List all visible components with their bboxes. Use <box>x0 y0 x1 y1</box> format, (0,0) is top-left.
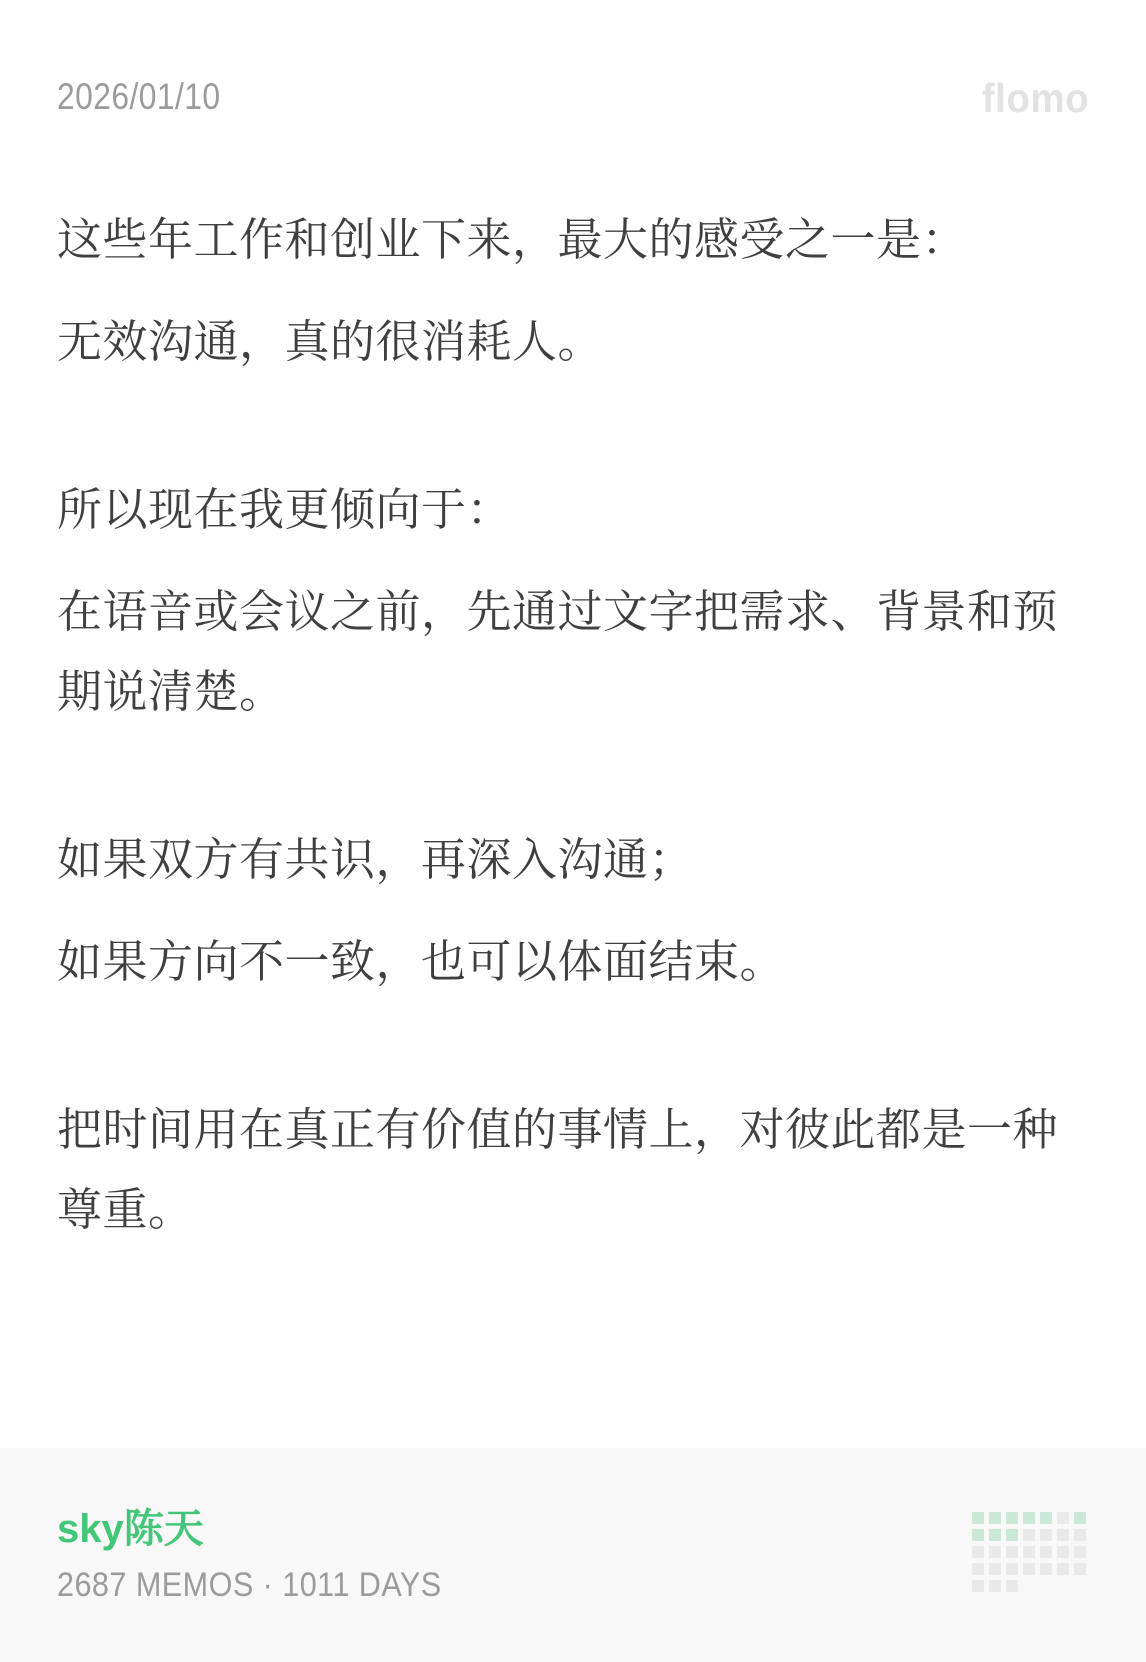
activity-cell-day-12 <box>1040 1529 1052 1541</box>
activity-cell-day-6 <box>1057 1512 1069 1524</box>
activity-cell-day-11 <box>1023 1529 1035 1541</box>
activity-cell-day-25 <box>1023 1563 1035 1575</box>
memo-paragraph: 如果方向不一致，也可以体面结束。 <box>57 936 786 987</box>
card-header <box>0 0 1146 120</box>
memo-paragraph-group <box>57 1090 1091 1250</box>
activity-cell-day-13 <box>1057 1529 1069 1541</box>
card-footer <box>0 1448 1146 1662</box>
activity-cell-day-21 <box>1074 1546 1086 1558</box>
activity-cell-day-31 <box>1006 1580 1018 1592</box>
activity-cell-day-19 <box>1040 1546 1052 1558</box>
author-stats: 2687 MEMOS · 1011 DAYS <box>57 1566 442 1604</box>
memo-paragraph: 把时间用在真正有价值的事情上，对彼此都是一种尊重。 <box>57 1104 1059 1235</box>
activity-cell-day-30 <box>989 1580 1001 1592</box>
footer-author-block <box>57 1506 484 1604</box>
activity-cell-day-24 <box>1006 1563 1018 1575</box>
activity-cell-day-16 <box>989 1546 1001 1558</box>
activity-cell-day-9 <box>989 1529 1001 1541</box>
activity-cell-day-15 <box>972 1546 984 1558</box>
activity-cell-day-4 <box>1023 1512 1035 1524</box>
activity-cell-day-20 <box>1057 1546 1069 1558</box>
activity-cell-day-10 <box>1006 1529 1018 1541</box>
activity-cell-day-27 <box>1057 1563 1069 1575</box>
memo-paragraph: 在语音或会议之前，先通过文字把需求、背景和预期说清楚。 <box>57 586 1059 717</box>
memo-body <box>0 120 1146 1272</box>
flomo-logo: flomo <box>981 75 1089 121</box>
activity-cell-day-2 <box>989 1512 1001 1524</box>
activity-cell-day-3 <box>1006 1512 1018 1524</box>
activity-cell-day-7 <box>1074 1512 1086 1524</box>
activity-cell-day-14 <box>1074 1529 1086 1541</box>
activity-cell-day-26 <box>1040 1563 1052 1575</box>
memo-paragraph: 如果双方有共识，再深入沟通； <box>57 834 695 885</box>
activity-cell-day-8 <box>972 1529 984 1541</box>
memo-paragraph-group <box>57 820 1091 1002</box>
activity-cell-day-18 <box>1023 1546 1035 1558</box>
memo-date: 2026/01/10 <box>57 76 221 117</box>
activity-cell-day-17 <box>1006 1546 1018 1558</box>
author-username: sky陈天 <box>57 1507 204 1551</box>
activity-cell-day-28 <box>1074 1563 1086 1575</box>
memo-paragraph: 这些年工作和创业下来，最大的感受之一是： <box>57 214 968 265</box>
activity-cell-day-1 <box>972 1512 984 1524</box>
activity-cell-day-5 <box>1040 1512 1052 1524</box>
memo-paragraph: 所以现在我更倾向于： <box>57 484 513 535</box>
activity-cell-day-22 <box>972 1563 984 1575</box>
memo-paragraph-group <box>57 200 1091 382</box>
activity-cell-day-29 <box>972 1580 984 1592</box>
memo-paragraph: 无效沟通，真的很消耗人。 <box>57 316 604 367</box>
memo-paragraph-group <box>57 470 1091 732</box>
memo-activity-grid <box>972 1512 1086 1592</box>
activity-cell-day-23 <box>989 1563 1001 1575</box>
